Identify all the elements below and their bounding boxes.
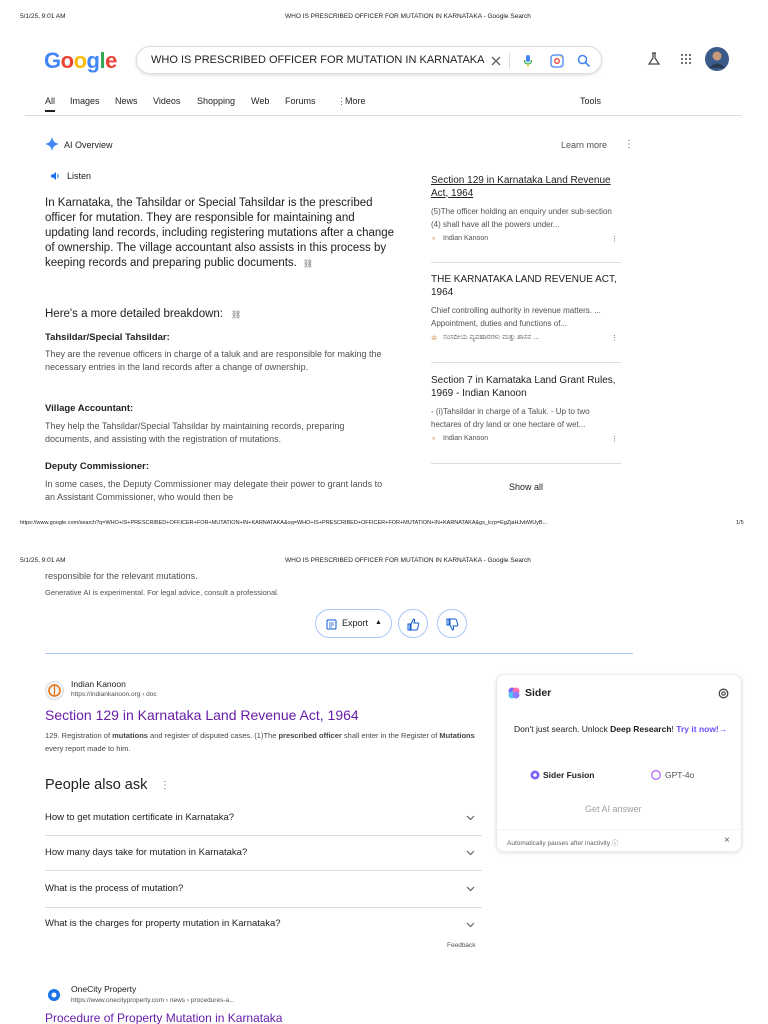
paa-question[interactable]: What is the process of mutation?: [45, 883, 184, 894]
print-title: WHO IS PRESCRIBED OFFICER FOR MUTATION IN KARNATAKA - Google Search: [285, 557, 531, 564]
google-logo[interactable]: [44, 48, 117, 74]
sider-footer-text: Automatically pauses after inactivity ⓘ: [507, 840, 619, 847]
result-snippet: 129. Registration of mutations and register of disputed cases. (1)The prescribed officer shall enter in the Register of Mutations every report made to him.: [45, 731, 475, 753]
source-snippet: Chief controlling authority in revenue matters. ... Appointment, duties and functions of...: [431, 306, 601, 328]
link-chain-icon[interactable]: ⛓: [231, 310, 242, 319]
result-url[interactable]: https://www.onecityproperty.com › news › procedures-a...: [71, 997, 235, 1004]
search-box[interactable]: [136, 46, 602, 74]
speaker-icon[interactable]: [51, 172, 61, 180]
logo-letter: o: [60, 48, 74, 73]
sider-fusion-icon: [530, 770, 540, 780]
tab-images[interactable]: Images: [70, 96, 100, 106]
get-ai-answer-button[interactable]: Get AI answer: [585, 804, 642, 814]
source-divider: [431, 362, 621, 363]
sider-title: Sider: [525, 687, 552, 699]
tools-button[interactable]: Tools: [580, 96, 602, 106]
tab-more[interactable]: More: [345, 96, 366, 106]
thumbs-down-icon: [446, 618, 459, 631]
chevron-down-icon[interactable]: [466, 815, 475, 821]
item-heading: Deputy Commissioner:: [45, 461, 149, 472]
tab-shopping[interactable]: Shopping: [197, 96, 236, 106]
logo-letter: o: [73, 48, 87, 73]
result-title-link[interactable]: Procedure of Property Mutation in Karnataka: [45, 1011, 283, 1024]
ai-sparkle-icon: [45, 137, 59, 151]
paa-divider: [45, 907, 482, 908]
item-text: They are the revenue officers in charge of a taluk and are responsible for making the necessary entries in the land records after a change of ownership.: [45, 349, 382, 372]
item-heading: Village Accountant:: [45, 403, 134, 414]
apps-grid-icon[interactable]: [680, 53, 692, 65]
source-card[interactable]: [431, 375, 621, 445]
breakdown-heading: Here's a more detailed breakdown: ⛓: [45, 308, 242, 320]
print-timestamp: 5/1/25, 9:01 AM: [20, 13, 66, 20]
source-menu-icon[interactable]: ⋮: [611, 335, 618, 342]
export-label: Export: [342, 618, 369, 628]
result-site-name[interactable]: OneCity Property: [71, 984, 137, 994]
settings-gear-icon[interactable]: [718, 688, 729, 699]
sider-fusion-option[interactable]: Sider Fusion: [543, 770, 595, 780]
logo-letter: g: [86, 48, 100, 73]
source-name: Indian Kanoon: [443, 435, 489, 442]
source-card[interactable]: [431, 274, 621, 344]
tab-news[interactable]: News: [115, 96, 138, 106]
indiankanoon-favicon: [45, 681, 64, 700]
source-title[interactable]: THE KARNATAKA LAND REVENUE ACT, 1964: [431, 274, 617, 298]
source-card[interactable]: [431, 175, 621, 245]
paa-question[interactable]: How many days take for mutation in Karnataka?: [45, 847, 248, 858]
gpt-option[interactable]: GPT-4o: [665, 770, 695, 780]
paa-heading: People also ask: [45, 777, 148, 793]
source-divider: [431, 262, 621, 263]
sider-panel: [496, 674, 742, 852]
paa-divider: [45, 870, 482, 871]
source-menu-icon[interactable]: ⋮: [611, 436, 618, 443]
kanoon-favicon: ♁: [431, 235, 437, 242]
print-timestamp: 5/1/25, 9:01 AM: [20, 557, 66, 564]
logo-letter: G: [44, 48, 61, 73]
show-all-button[interactable]: Show all: [509, 482, 544, 492]
thumbs-down-button[interactable]: [437, 609, 467, 638]
print-page-number: 1/5: [736, 520, 744, 526]
source-divider: [431, 463, 621, 464]
ai-intro-text: In Karnataka, the Tahsildar or Special Tahsildar is the prescribed officer for mutation. They are responsible for maintaining and updating land records, including registering mutations after a change of ownership. The village accountant also assists in this process by keeping records and preparing public documents. ⛓: [45, 197, 395, 269]
search-divider: [509, 53, 510, 69]
tab-web[interactable]: Web: [251, 96, 270, 106]
lens-icon[interactable]: [550, 54, 564, 68]
chevron-down-icon[interactable]: [466, 922, 475, 928]
info-icon: ⓘ: [611, 840, 619, 847]
search-icon[interactable]: [577, 54, 591, 68]
try-it-now-link[interactable]: Try it now!→: [676, 724, 728, 734]
caret-up-icon: ▲: [375, 619, 382, 626]
header-divider: [25, 115, 742, 116]
link-chain-icon[interactable]: ⛓: [302, 259, 314, 268]
item-text: They help the Tahsildar/Special Tahsildar by maintaining records, preparing documents, and assisting with the registration of mutations.: [45, 421, 345, 444]
clear-icon[interactable]: [490, 55, 502, 67]
close-icon[interactable]: ×: [724, 835, 730, 846]
result-url[interactable]: https://indiankanoon.org › doc: [71, 691, 157, 698]
more-dots-icon: ⋮: [337, 96, 346, 106]
gpt-icon: [651, 770, 661, 780]
source-snippet: - (i)Tahsildar in charge of a Taluk. - Up to two hectares of dry land or one hectare of wet...: [431, 407, 590, 429]
export-button[interactable]: [315, 609, 392, 638]
feedback-link[interactable]: Feedback: [447, 942, 476, 949]
emblem-favicon: ♔: [431, 335, 438, 342]
source-title[interactable]: Section 129 in Karnataka Land Revenue Act, 1964: [431, 175, 611, 199]
paa-question[interactable]: What is the charges for property mutation in Karnataka?: [45, 918, 281, 929]
result-title-link[interactable]: Section 129 in Karnataka Land Revenue Act, 1964: [45, 707, 359, 723]
print-title: WHO IS PRESCRIBED OFFICER FOR MUTATION IN KARNATAKA - Google Search: [285, 13, 531, 20]
source-snippet: (5)The officer holding an enquiry under sub-section (4) shall have all the powers under...: [431, 207, 612, 229]
ai-overview-menu-icon[interactable]: ⋮: [624, 139, 634, 150]
sider-logo-icon: [507, 686, 521, 700]
labs-flask-icon[interactable]: [647, 52, 661, 66]
item-text-continued: responsible for the relevant mutations.: [45, 571, 198, 581]
onecity-favicon: [47, 988, 61, 1002]
thumbs-up-icon: [407, 618, 420, 631]
chevron-down-icon[interactable]: [466, 886, 475, 892]
microphone-icon[interactable]: [523, 54, 533, 68]
tab-all-underline: [45, 110, 55, 112]
logo-letter: l: [99, 48, 106, 73]
source-name: ಸಂಸದೀಯ ವ್ಯವಹಾರಗಳು ಮತ್ತು ಶಾಸನ ...: [443, 334, 540, 341]
item-text: In some cases, the Deputy Commissioner may delegate their power to grant lands to an Assistant Commissioner, who would then be: [45, 479, 383, 502]
source-title[interactable]: Section 7 in Karnataka Land Grant Rules, 1969 - Indian Kanoon: [431, 375, 616, 399]
tab-all[interactable]: All: [45, 96, 56, 106]
listen-button[interactable]: Listen: [67, 171, 92, 181]
chevron-down-icon[interactable]: [466, 850, 475, 856]
source-menu-icon[interactable]: ⋮: [611, 236, 618, 243]
ai-overview-bottom-rule: [45, 653, 633, 654]
source-name: Indian Kanoon: [443, 235, 489, 242]
print-url: https://www.google.com/search?q=WHO+IS+PRESCRIBED+OFFICER+FOR+MUTATION+IN+KARNATAKA&oq=WHO+IS+PRESCRIBED+OFFICER+FOR+MUTATION+IN+KARNATAKA&gs_lcrp=EgZjaHJvbWUyB...: [20, 520, 548, 526]
result-site-name[interactable]: Indian Kanoon: [71, 679, 126, 689]
kanoon-favicon: ♁: [431, 435, 437, 442]
paa-menu-icon[interactable]: ⋮: [160, 780, 170, 791]
ai-disclaimer: Generative AI is experimental. For legal advice, consult a professional.: [45, 588, 279, 597]
logo-letter: e: [105, 48, 117, 73]
tab-forums[interactable]: Forums: [285, 96, 316, 106]
item-heading: Tahsildar/Special Tahsildar:: [45, 332, 170, 343]
sider-footer-divider: [497, 829, 741, 830]
paa-question[interactable]: How to get mutation certificate in Karnataka?: [45, 812, 235, 823]
sider-promo: Don't just search. Unlock Deep Research! Try it now!→: [514, 724, 728, 734]
paa-divider: [45, 835, 482, 836]
thumbs-up-button[interactable]: [398, 609, 428, 638]
ai-overview-label: AI Overview: [64, 140, 113, 150]
search-input[interactable]: WHO IS PRESCRIBED OFFICER FOR MUTATION IN KARNATAKA: [151, 54, 485, 66]
learn-more-link[interactable]: Learn more: [561, 140, 608, 150]
tab-videos[interactable]: Videos: [153, 96, 181, 106]
export-icon: [326, 619, 337, 630]
user-avatar[interactable]: [705, 47, 729, 71]
